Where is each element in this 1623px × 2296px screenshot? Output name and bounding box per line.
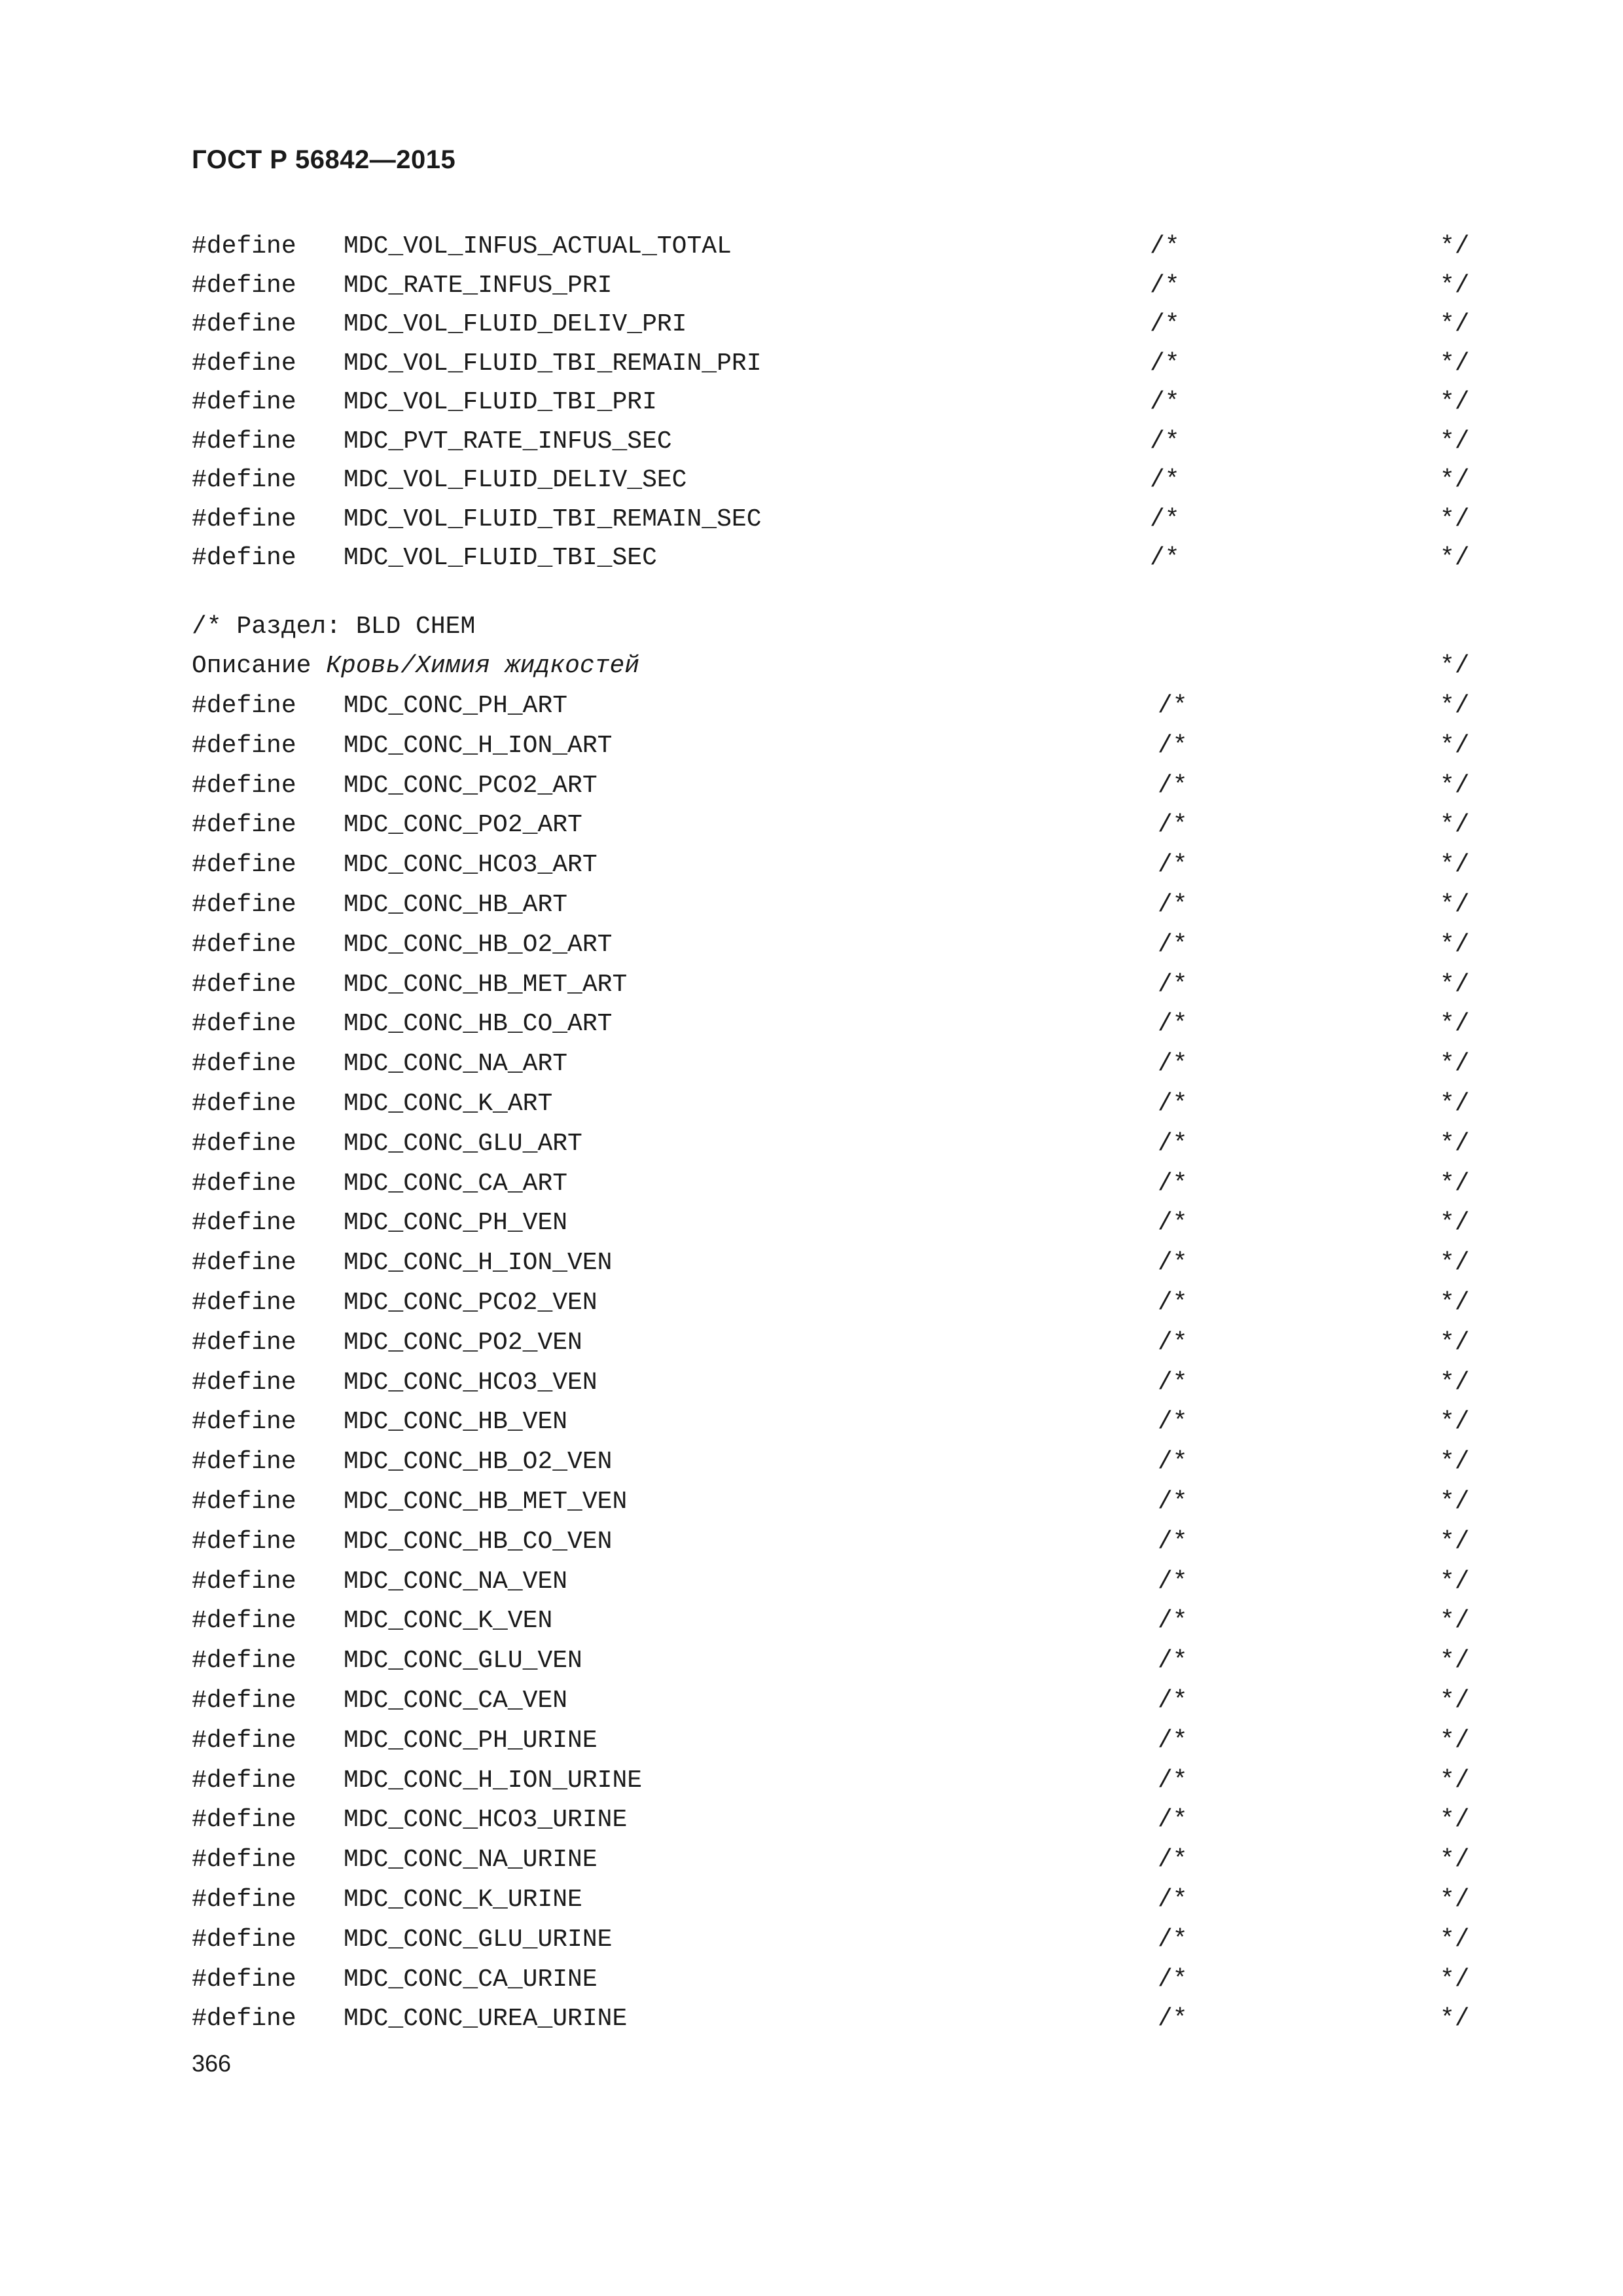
comment-close: */ <box>1440 1846 1470 1874</box>
define-keyword: #define <box>192 388 296 416</box>
comment-open: /* <box>1158 771 1188 800</box>
page-number: 366 <box>192 2050 232 2077</box>
macro-name: MDC_CONC_HCO3_ART <box>344 851 597 880</box>
comment-close: */ <box>1440 1886 1470 1914</box>
section-title-line <box>0 612 476 642</box>
macro-name: MDC_CONC_GLU_VEN <box>344 1647 582 1676</box>
macro-name: MDC_CONC_H_ION_ART <box>344 731 613 760</box>
comment-open: /* <box>1158 1567 1188 1596</box>
define-keyword: #define <box>192 1050 296 1079</box>
define-keyword: #define <box>192 1249 296 1278</box>
comment-open: /* <box>1150 505 1180 533</box>
macro-name: MDC_CONC_PCO2_VEN <box>344 1289 597 1317</box>
comment-close: */ <box>1440 1567 1470 1596</box>
define-keyword: #define <box>192 1647 296 1676</box>
macro-name: MDC_CONC_HB_MET_VEN <box>344 1488 628 1516</box>
comment-open: /* <box>1158 1010 1188 1039</box>
comment-close: */ <box>1440 1448 1470 1477</box>
macro-name: MDC_PVT_RATE_INFUS_SEC <box>344 427 672 456</box>
comment-close: */ <box>1440 349 1470 378</box>
comment-open: /* <box>1158 851 1188 880</box>
define-keyword: #define <box>192 466 296 494</box>
comment-close: */ <box>1440 271 1470 300</box>
define-keyword: #define <box>192 692 296 720</box>
macro-name: MDC_CONC_CA_VEN <box>344 1687 568 1715</box>
comment-close: */ <box>1440 505 1470 533</box>
macro-name: MDC_CONC_H_ION_URINE <box>344 1766 643 1795</box>
comment-close: */ <box>1440 1010 1470 1039</box>
comment-open: /* <box>1158 1925 1188 1954</box>
comment-open: /* <box>1158 1846 1188 1874</box>
comment-open: /* <box>1158 1249 1188 1278</box>
macro-name: MDC_CONC_UREA_URINE <box>344 2005 628 2034</box>
comment-open: /* <box>1150 349 1180 378</box>
define-keyword: #define <box>192 1169 296 1198</box>
macro-name: MDC_CONC_HB_ART <box>344 891 568 919</box>
define-keyword: #define <box>192 2005 296 2034</box>
comment-close: */ <box>1440 692 1470 720</box>
define-keyword: #define <box>192 1209 296 1238</box>
comment-open: /* <box>1158 1687 1188 1715</box>
comment-close: */ <box>1440 1050 1470 1079</box>
comment-open: /* <box>1158 1527 1188 1556</box>
comment-open: /* <box>1158 930 1188 959</box>
comment-open: /* <box>1158 1289 1188 1317</box>
macro-name: MDC_CONC_NA_ART <box>344 1050 568 1079</box>
section-description-text: Кровь/Химия жидкостей <box>326 652 640 680</box>
comment-open: /* <box>1158 1766 1188 1795</box>
document-header: ГОСТ Р 56842—2015 <box>192 145 456 174</box>
macro-name: MDC_CONC_HB_CO_VEN <box>344 1527 613 1556</box>
define-keyword: #define <box>192 1965 296 1994</box>
comment-close: */ <box>1440 1488 1470 1516</box>
comment-open: /* <box>1150 232 1180 260</box>
section-description-label: Описание <box>192 652 327 680</box>
comment-open: /* <box>1158 1368 1188 1397</box>
define-keyword: #define <box>192 427 296 456</box>
macro-name: MDC_CONC_PH_ART <box>344 692 568 720</box>
comment-close: */ <box>1440 2005 1470 2034</box>
comment-open: /* <box>1158 891 1188 919</box>
comment-close: */ <box>1440 1328 1470 1357</box>
define-keyword: #define <box>192 851 296 880</box>
macro-name: MDC_CONC_HCO3_URINE <box>344 1806 628 1835</box>
define-keyword: #define <box>192 1328 296 1357</box>
define-keyword: #define <box>192 310 296 338</box>
section-title: /* Раздел: BLD CHEM <box>192 613 476 641</box>
define-keyword: #define <box>192 1527 296 1556</box>
comment-open: /* <box>1150 310 1180 338</box>
macro-name: MDC_CONC_H_ION_VEN <box>344 1249 613 1278</box>
macro-name: MDC_CONC_PH_VEN <box>344 1209 568 1238</box>
macro-name: MDC_CONC_K_URINE <box>344 1886 582 1914</box>
comment-close: */ <box>1440 1766 1470 1795</box>
comment-open: /* <box>1150 427 1180 456</box>
comment-close: */ <box>1440 388 1470 416</box>
macro-name: MDC_CONC_K_ART <box>344 1090 553 1118</box>
macro-name: MDC_CONC_CA_ART <box>344 1169 568 1198</box>
macro-name: MDC_CONC_NA_VEN <box>344 1567 568 1596</box>
comment-close: */ <box>1440 1965 1470 1994</box>
define-keyword: #define <box>192 811 296 840</box>
comment-close: */ <box>1440 851 1470 880</box>
comment-close: */ <box>1440 1209 1470 1238</box>
define-keyword: #define <box>192 1289 296 1317</box>
define-keyword: #define <box>192 970 296 999</box>
macro-name: MDC_VOL_INFUS_ACTUAL_TOTAL <box>344 232 732 260</box>
define-keyword: #define <box>192 1846 296 1874</box>
comment-close: */ <box>1440 1806 1470 1835</box>
define-keyword: #define <box>192 1687 296 1715</box>
comment-close: */ <box>1440 1169 1470 1198</box>
comment-open: /* <box>1158 1050 1188 1079</box>
macro-name: MDC_CONC_HB_MET_ART <box>344 970 628 999</box>
macro-name: MDC_VOL_FLUID_TBI_REMAIN_PRI <box>344 349 762 378</box>
comment-open: /* <box>1150 466 1180 494</box>
comment-close: */ <box>1440 1249 1470 1278</box>
comment-open: /* <box>1158 970 1188 999</box>
define-keyword: #define <box>192 505 296 533</box>
comment-close: */ <box>1440 466 1470 494</box>
comment-open: /* <box>1158 1448 1188 1477</box>
define-keyword: #define <box>192 771 296 800</box>
comment-open: /* <box>1158 1328 1188 1357</box>
comment-close: */ <box>1440 310 1470 338</box>
comment-open: /* <box>1158 2005 1188 2034</box>
define-keyword: #define <box>192 349 296 378</box>
define-keyword: #define <box>192 1726 296 1755</box>
macro-name: MDC_CONC_PCO2_ART <box>344 771 597 800</box>
comment-close: */ <box>1440 1726 1470 1755</box>
macro-name: MDC_VOL_FLUID_TBI_REMAIN_SEC <box>344 505 762 533</box>
comment-open: /* <box>1158 731 1188 760</box>
macro-name: MDC_CONC_HB_CO_ART <box>344 1010 613 1039</box>
define-keyword: #define <box>192 544 296 572</box>
section-description <box>192 651 639 681</box>
define-keyword: #define <box>192 232 296 260</box>
define-keyword: #define <box>192 1010 296 1039</box>
macro-name: MDC_VOL_FLUID_DELIV_SEC <box>344 466 687 494</box>
macro-name: MDC_CONC_NA_URINE <box>344 1846 597 1874</box>
macro-name: MDC_VOL_FLUID_TBI_PRI <box>344 388 657 416</box>
define-keyword: #define <box>192 1766 296 1795</box>
comment-close: */ <box>1440 232 1470 260</box>
comment-close: */ <box>1440 1607 1470 1636</box>
comment-close: */ <box>1440 1408 1470 1437</box>
comment-close: */ <box>1440 930 1470 959</box>
macro-name: MDC_CONC_K_VEN <box>344 1607 553 1636</box>
macro-name: MDC_CONC_PO2_ART <box>344 811 582 840</box>
comment-close: */ <box>1440 1129 1470 1158</box>
define-keyword: #define <box>192 891 296 919</box>
macro-name: MDC_CONC_CA_URINE <box>344 1965 597 1994</box>
comment-open: /* <box>1158 811 1188 840</box>
comment-open: /* <box>1158 1408 1188 1437</box>
define-keyword: #define <box>192 1090 296 1118</box>
comment-open: /* <box>1158 1209 1188 1238</box>
comment-close: */ <box>1440 427 1470 456</box>
comment-close: */ <box>1440 970 1470 999</box>
comment-open: /* <box>1158 1488 1188 1516</box>
define-keyword: #define <box>192 1408 296 1437</box>
comment-open: /* <box>1158 1886 1188 1914</box>
macro-name: MDC_CONC_HB_VEN <box>344 1408 568 1437</box>
comment-open: /* <box>1158 1129 1188 1158</box>
comment-close: */ <box>1440 1527 1470 1556</box>
comment-open: /* <box>1158 1726 1188 1755</box>
comment-close: */ <box>1440 1289 1470 1317</box>
define-keyword: #define <box>192 1806 296 1835</box>
comment-close: */ <box>1440 544 1470 572</box>
comment-open: /* <box>1150 388 1180 416</box>
define-keyword: #define <box>192 1607 296 1636</box>
macro-name: MDC_CONC_HB_O2_ART <box>344 930 613 959</box>
comment-close: */ <box>1440 771 1470 800</box>
define-keyword: #define <box>192 1488 296 1516</box>
define-keyword: #define <box>192 1368 296 1397</box>
comment-open: /* <box>1158 1806 1188 1835</box>
comment-open: /* <box>1158 1965 1188 1994</box>
macro-name: MDC_CONC_PO2_VEN <box>344 1328 582 1357</box>
comment-close: */ <box>1440 1687 1470 1715</box>
comment-close: */ <box>1440 1925 1470 1954</box>
macro-name: MDC_CONC_GLU_ART <box>344 1129 582 1158</box>
define-keyword: #define <box>192 731 296 760</box>
comment-open: /* <box>1158 1647 1188 1676</box>
comment-open: /* <box>1150 271 1180 300</box>
define-keyword: #define <box>192 1448 296 1477</box>
define-keyword: #define <box>192 1567 296 1596</box>
define-keyword: #define <box>192 271 296 300</box>
macro-name: MDC_CONC_GLU_URINE <box>344 1925 613 1954</box>
comment-open: /* <box>1150 544 1180 572</box>
comment-close: */ <box>1440 811 1470 840</box>
section-comment-close: */ <box>1440 652 1470 680</box>
define-keyword: #define <box>192 1129 296 1158</box>
comment-close: */ <box>1440 1368 1470 1397</box>
macro-name: MDC_CONC_PH_URINE <box>344 1726 597 1755</box>
comment-close: */ <box>1440 891 1470 919</box>
comment-open: /* <box>1158 1169 1188 1198</box>
macro-name: MDC_CONC_HCO3_VEN <box>344 1368 597 1397</box>
comment-close: */ <box>1440 731 1470 760</box>
macro-name: MDC_VOL_FLUID_DELIV_PRI <box>344 310 687 338</box>
comment-close: */ <box>1440 1647 1470 1676</box>
comment-open: /* <box>1158 692 1188 720</box>
define-keyword: #define <box>192 930 296 959</box>
comment-open: /* <box>1158 1090 1188 1118</box>
macro-name: MDC_CONC_HB_O2_VEN <box>344 1448 613 1477</box>
macro-name: MDC_RATE_INFUS_PRI <box>344 271 613 300</box>
define-keyword: #define <box>192 1886 296 1914</box>
comment-close: */ <box>1440 1090 1470 1118</box>
comment-open: /* <box>1158 1607 1188 1636</box>
define-keyword: #define <box>192 1925 296 1954</box>
section-description-line <box>0 651 1470 681</box>
macro-name: MDC_VOL_FLUID_TBI_SEC <box>344 544 657 572</box>
